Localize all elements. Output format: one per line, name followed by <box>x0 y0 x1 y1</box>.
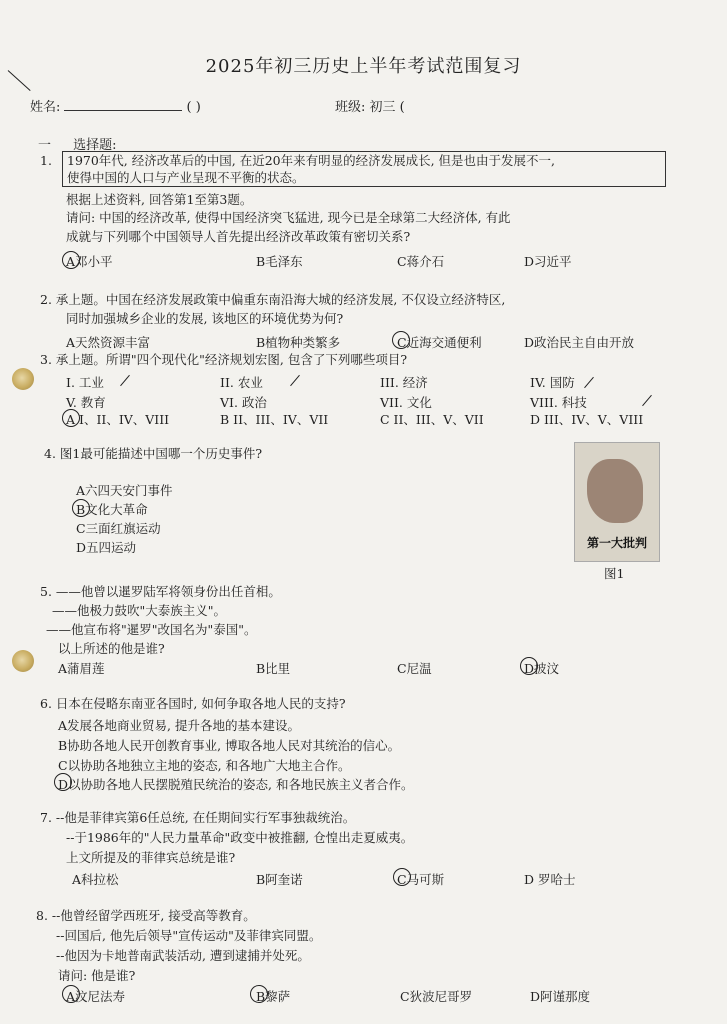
check-mark <box>120 375 130 386</box>
check-mark <box>584 377 594 388</box>
q4-stem: 4. 图1最可能描述中国哪一个历史事件? <box>44 446 263 461</box>
punch-hole-bottom <box>12 650 34 672</box>
q3-item-4: IV. 国防 <box>530 375 575 390</box>
answer-circle <box>72 499 90 517</box>
q4-option-a[interactable]: A六四天安门事件 <box>76 483 173 498</box>
q3-item-7: VII. 文化 <box>380 395 432 410</box>
name-field[interactable] <box>30 96 201 115</box>
answer-circle <box>392 331 410 349</box>
class-label: 班级: 初三 ( <box>335 100 405 115</box>
q1-number: 1. <box>40 153 52 168</box>
q3-option-b[interactable]: B II、III、IV、VII <box>220 412 329 427</box>
q6-stem: 6. 日本在侵略东南亚各国时, 如何争取各地人民的支持? <box>40 696 346 711</box>
q8-option-d[interactable]: D阿谨那度 <box>530 989 591 1004</box>
q7-line3: 上文所提及的菲律宾总统是谁? <box>66 850 236 865</box>
q2-option-b[interactable]: B植物种类繁多 <box>256 335 341 350</box>
q1-option-d[interactable]: D习近平 <box>524 254 572 269</box>
q3-item-3: III. 经济 <box>380 375 428 390</box>
name-blank[interactable] <box>64 98 182 111</box>
section-number: 一 <box>38 138 52 153</box>
answer-circle <box>54 773 72 791</box>
q5-line3: ——他宣布将"暹罗"改国名为"泰国"。 <box>46 622 257 637</box>
q6-option-a[interactable]: A发展各地商业贸易, 提升各地的基本建设。 <box>58 718 300 733</box>
name-paren: ( ) <box>186 100 201 115</box>
answer-circle <box>393 868 411 886</box>
answer-circle <box>62 409 80 427</box>
page-title: 2025年初三历史上半年考试范围复习 <box>205 56 522 77</box>
q5-option-c[interactable]: C尼温 <box>397 661 432 676</box>
q3-item-2: II. 农业 <box>220 375 263 390</box>
q8-line4: 请问: 他是谁? <box>58 968 136 983</box>
figure-1-image <box>574 442 660 562</box>
name-label: 姓名: <box>30 100 61 115</box>
q5-line2: ——他极力鼓吹"大泰族主义"。 <box>52 603 226 618</box>
q7-line1: 7. --他是菲律宾第6任总统, 在任期间实行军事独裁统治。 <box>40 810 356 825</box>
q6-option-c[interactable]: C以协助各地独立主地的姿态, 和各地广大地主合作。 <box>58 758 351 773</box>
q2-option-d[interactable]: D政治民主自由开放 <box>524 335 635 350</box>
q4-option-d[interactable]: D五四运动 <box>76 540 137 555</box>
check-mark <box>290 375 300 386</box>
q7-option-c[interactable]: C马可斯 <box>397 872 445 887</box>
q7-line2: --于1986年的"人民力量革命"政变中被推翻, 仓惶出走夏威夷。 <box>66 830 414 845</box>
q3-option-c[interactable]: C II、III、V、VII <box>380 412 484 427</box>
q2-option-c[interactable]: C近海交通便利 <box>397 335 482 350</box>
q3-item-8: VIII. 科技 <box>530 395 587 410</box>
figure-1-caption: 图1 <box>604 566 625 581</box>
punch-hole-top <box>12 368 34 390</box>
q5-option-a[interactable]: A蒲眉莲 <box>58 661 105 676</box>
q1-passage-box <box>62 151 666 187</box>
figure-illustration <box>587 459 643 523</box>
q3-item-1: I. 工业 <box>66 375 104 390</box>
figure-1-text: 第一大批判 <box>586 536 647 550</box>
q4-option-b[interactable]: B文化大革命 <box>76 502 148 517</box>
q8-line2: --回国后, 他先后领导"宣传运动"及菲律宾同盟。 <box>56 928 322 943</box>
check-mark <box>642 395 652 406</box>
q5-line4: 以上所述的他是谁? <box>58 641 165 656</box>
class-field[interactable] <box>335 96 405 115</box>
q3-item-6: VI. 政治 <box>220 395 267 410</box>
q3-option-a[interactable]: A I、II、IV、VIII <box>66 412 170 427</box>
q1-option-c[interactable]: C蒋介石 <box>397 254 445 269</box>
q6-option-d[interactable]: D以协助各地人民摆脱殖民统治的姿态, 和各地民族主义者合作。 <box>58 777 414 792</box>
answer-circle <box>62 985 80 1003</box>
q1-passage-line2: 使得中国的人口与产业呈现不平衡的状态。 <box>67 170 305 185</box>
q8-line1: 8. --他曾经留学西班牙, 接受高等教育。 <box>36 908 256 923</box>
q7-option-d[interactable]: D 罗哈士 <box>524 872 576 887</box>
q5-line1: 5. ——他曾以暹罗陆军将领身份出任首相。 <box>40 584 281 599</box>
q5-option-b[interactable]: B比里 <box>256 661 291 676</box>
q2-stem-line2: 同时加强城乡企业的发展, 该地区的环境优势为何? <box>66 311 344 326</box>
q8-option-c[interactable]: C狄波尼哥罗 <box>400 989 473 1004</box>
q6-option-b[interactable]: B协助各地人民开创教育事业, 博取各地人民对其统治的信心。 <box>58 738 401 753</box>
section-label: 选择题: <box>73 138 117 153</box>
q3-item-5: V. 教育 <box>66 395 106 410</box>
q3-option-d[interactable]: D III、IV、V、VIII <box>530 412 644 427</box>
q8-option-a[interactable]: A汶尼法寿 <box>66 989 126 1004</box>
q2-option-a[interactable]: A天然资源丰富 <box>66 335 151 350</box>
q4-option-c[interactable]: C三面红旗运动 <box>76 521 161 536</box>
q1-option-b[interactable]: B毛泽东 <box>256 254 303 269</box>
q7-option-b[interactable]: B阿奎诺 <box>256 872 303 887</box>
q2-stem-line1: 2. 承上题。中国在经济发展政策中偏重东南沿海大城的经济发展, 不仅设立经济特区, <box>40 292 506 307</box>
q1-stem-line2: 成就与下列哪个中国领导人首先提出经济改革政策有密切关系? <box>66 229 411 244</box>
q8-line3: --他因为卡地普南武装活动, 遭到逮捕并处死。 <box>56 948 310 963</box>
q5-option-d[interactable]: D披汶 <box>524 661 560 676</box>
q1-note: 根据上述资料, 回答第1至第3题。 <box>66 192 253 207</box>
q7-option-a[interactable]: A科拉松 <box>72 872 119 887</box>
answer-circle <box>250 985 268 1003</box>
q1-stem-line1: 请问: 中国的经济改革, 使得中国经济突飞猛进, 现今已是全球第二大经济体, 有此 <box>66 210 511 225</box>
q1-passage-line1: 1970年代, 经济改革后的中国, 在近20年来有明显的经济发展成长, 但是也由于发展不一, <box>67 153 556 168</box>
q8-option-b[interactable]: B黎萨 <box>256 989 291 1004</box>
q1-option-a[interactable]: A邓小平 <box>66 254 113 269</box>
q3-stem: 3. 承上题。所谓"四个现代化"经济规划宏图, 包含了下列哪些项目? <box>40 352 408 367</box>
answer-circle <box>520 657 538 675</box>
answer-circle <box>62 251 80 269</box>
